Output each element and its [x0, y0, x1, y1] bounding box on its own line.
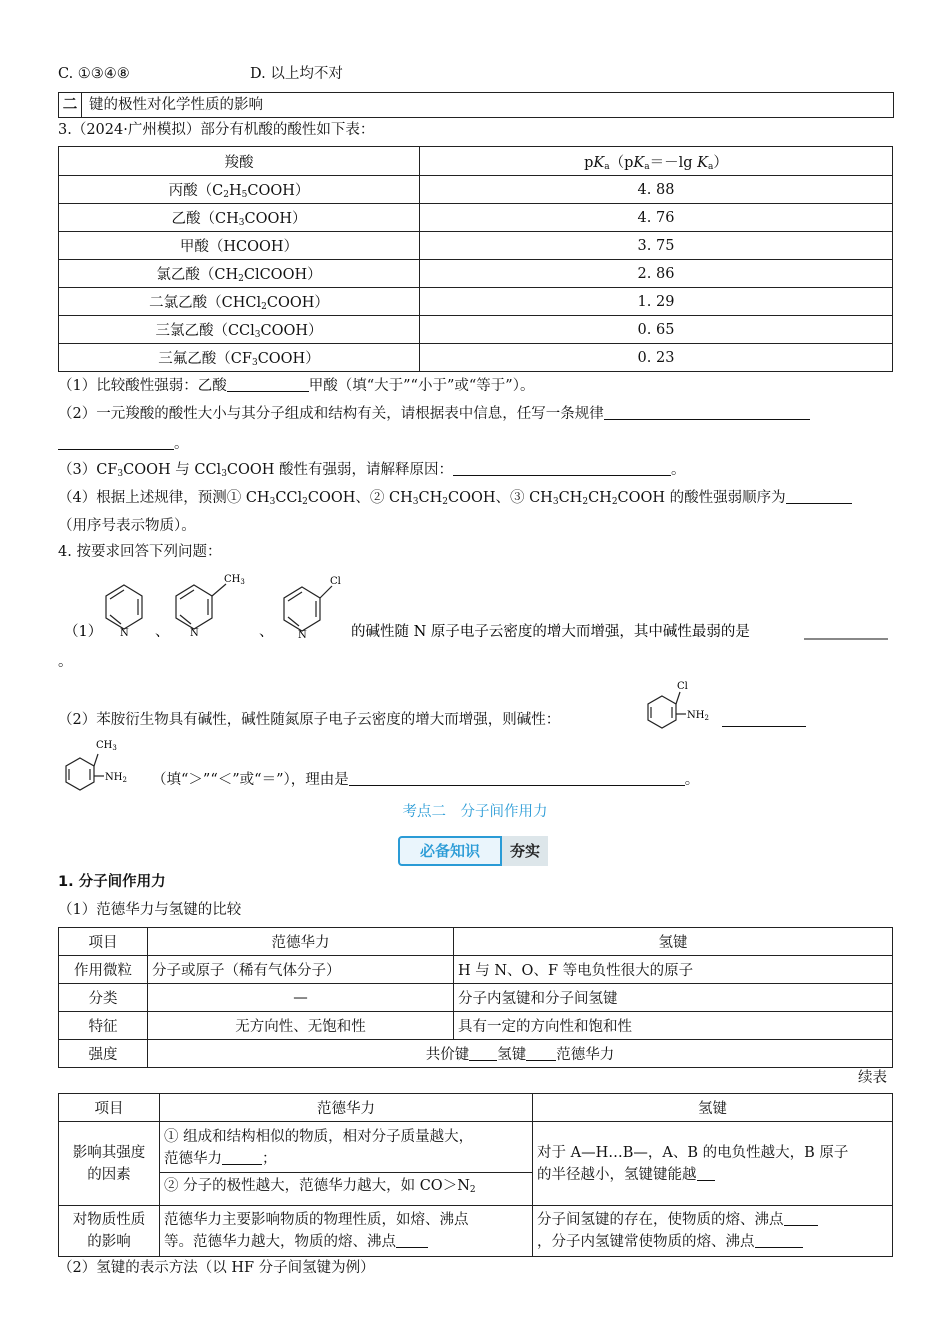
- q3-part2-cont: 。: [58, 434, 189, 454]
- cell: 对于 A—H…B—，A、B 的电负性越大，B 原子 的半径越小，氢键键能越: [533, 1122, 893, 1206]
- q3-part4-cont: （用序号表示物质）。: [58, 518, 196, 534]
- option-d: D. 以上均不对: [250, 66, 343, 82]
- cell: 具有一定的方向性和饱和性: [454, 1012, 893, 1040]
- pka-value: 2. 86: [420, 260, 893, 288]
- option-c: C. ①③④⑧: [58, 66, 130, 82]
- pka-value: 0. 65: [420, 316, 893, 344]
- methylaniline-structure: [58, 734, 148, 792]
- q3-part2: （2）一元羧酸的酸性大小与其分子组成和结构有关，请根据表中信息，任写一条规律: [58, 404, 810, 424]
- nh2-label: $NH_2$: [105, 772, 127, 784]
- acid-name: 氯乙酸$(CH_2ClCOOH)$: [59, 260, 420, 288]
- cell: —: [148, 984, 454, 1012]
- answer-blank[interactable]: [453, 461, 671, 476]
- cell: 分子内氢键和分子间氢键: [454, 984, 893, 1012]
- chloroaniline-structure: [640, 674, 730, 730]
- col-header: 项目: [59, 1094, 160, 1122]
- q3-stem: 3.（2024·广州模拟）部分有机酸的酸性如下表：: [58, 122, 375, 138]
- row-label: 影响其强度的因素: [59, 1122, 160, 1206]
- answer-blank[interactable]: [722, 712, 806, 727]
- section-header: [58, 92, 894, 118]
- separator: 、: [155, 624, 170, 640]
- cell: ① 组成和结构相似的物质，相对分子质量越大， 范德华力 ； ② 分子的极性越大，范德华力越大，如 $CO>N_2$: [160, 1122, 533, 1206]
- separator: 、: [259, 624, 274, 640]
- answer-blank[interactable]: [469, 1046, 497, 1061]
- n-atom-label: N: [298, 630, 307, 641]
- badge-left: 必备知识: [398, 836, 502, 866]
- acid-name: 三氯乙酸（CCl$_3$COOH）: [59, 316, 420, 344]
- q4-p1-end: 。: [58, 654, 73, 670]
- acid-name: 三氟乙酸$(CF_3COOH)$: [59, 344, 420, 372]
- acid-name: 丙酸$(C_2H_5COOH)$: [59, 176, 420, 204]
- cell: 无方向性、无饱和性: [148, 1012, 454, 1040]
- cell: H 与 N、O、F 等电负性很大的原子: [454, 956, 893, 984]
- nh2-label: $NH_2$: [687, 710, 709, 722]
- q4-stem: 4. 按要求回答下列问题：: [58, 544, 222, 560]
- acid-table: [58, 146, 893, 372]
- answer-blank[interactable]: [604, 405, 810, 420]
- section-number: 二: [59, 93, 82, 117]
- knowledge-badge: [398, 836, 550, 864]
- answer-blank[interactable]: [396, 1233, 428, 1248]
- vdw-hbond-table-cont: [58, 1093, 893, 1257]
- answer-blank[interactable]: [526, 1046, 556, 1061]
- section-kaodian: 考点二 分子间作用力: [402, 804, 548, 820]
- acid-name: 甲酸（HCOOH）: [59, 232, 420, 260]
- q4-part2-fill: （填“＞”“＜”或“＝”），理由是 。: [152, 772, 700, 788]
- vdw-hbond-table: [58, 927, 893, 1068]
- acid-name: 乙酸$(CH_3COOH)$: [59, 204, 420, 232]
- answer-blank[interactable]: [227, 377, 309, 392]
- cl-label: Cl: [677, 681, 688, 692]
- pyridine-structure: [106, 585, 142, 629]
- answer-blank[interactable]: [697, 1166, 715, 1181]
- methylpyridine-structure: [176, 584, 226, 629]
- pka-col-header: $pK_a(pK_a=-\lg$ $K_a$）: [420, 147, 893, 176]
- cell: 分子或原子（稀有气体分子）: [148, 956, 454, 984]
- pyridine-structures: [58, 566, 898, 676]
- q3-part1: （1）比较酸性强弱：乙酸 甲酸（填“大于”“小于”或“等于”）。: [58, 378, 535, 394]
- ch3-label: $CH_3$: [224, 574, 245, 586]
- q3-part4: （4）根据上述规律，预测① $CH_3CCl_2COOH$、② $CH_3CH_2COOH$、③ $CH_3CH_2CH_2COOH$ 的酸性强弱顺序为: [58, 488, 852, 512]
- row-label: 强度: [59, 1040, 148, 1068]
- answer-blank[interactable]: [786, 489, 852, 504]
- pka-value: 3. 75: [420, 232, 893, 260]
- row-label: 作用微粒: [59, 956, 148, 984]
- row-label: 分类: [59, 984, 148, 1012]
- acid-col-header: 羧酸: [59, 147, 420, 176]
- row-label: 特征: [59, 1012, 148, 1040]
- q4-p1-label: （1）: [64, 624, 103, 640]
- col-header: 范德华力: [148, 928, 454, 956]
- k1-title: 1. 分子间作用力: [58, 874, 166, 890]
- ch3-label: $CH_3$: [96, 740, 117, 752]
- answer-blank[interactable]: [755, 1233, 803, 1248]
- col-header: 项目: [59, 928, 148, 956]
- cell: 范德华力主要影响物质的物理性质，如熔、沸点 等。范德华力越大，物质的熔、沸点: [160, 1206, 533, 1257]
- badge-right: 夯实: [502, 836, 548, 866]
- col-header: 范德华力: [160, 1094, 533, 1122]
- chloropyridine-structure: [284, 586, 332, 631]
- pka-value: 4. 88: [420, 176, 893, 204]
- q4-p1-text: 的碱性随 N 原子电子云密度的增大而增强，其中碱性最弱的是: [351, 624, 750, 640]
- answer-blank[interactable]: [222, 1150, 262, 1165]
- section-title: 键的极性对化学性质的影响: [89, 97, 263, 113]
- pka-value: 4. 76: [420, 204, 893, 232]
- col-header: 氢键: [533, 1094, 893, 1122]
- k1-sub1: （1）范德华力与氢键的比较: [58, 902, 242, 918]
- pka-value: 0. 23: [420, 344, 893, 372]
- n-atom-label: N: [190, 628, 199, 639]
- k1-sub2: （2）氢键的表示方法（以 HF 分子间氢键为例）: [58, 1260, 375, 1276]
- pka-value: 1. 29: [420, 288, 893, 316]
- col-header: 氢键: [454, 928, 893, 956]
- q3-part3: $(3)CF_3COOH$ 与 CCl$_3$COOH 酸性有强弱，请解释原因： 。: [58, 462, 686, 479]
- row-label: 对物质性质的影响: [59, 1206, 160, 1257]
- answer-blank[interactable]: [784, 1211, 818, 1226]
- acid-name: 二氯乙酸（CHCl$_2$COOH）: [59, 288, 420, 316]
- q4-part2: （2）苯胺衍生物具有碱性，碱性随氮原子电子云密度的增大而增强，则碱性：: [58, 712, 561, 728]
- cell: 分子间氢键的存在，使物质的熔、沸点 ，分子内氢键常使物质的熔、沸点: [533, 1206, 893, 1257]
- continued-label: 续表: [858, 1070, 887, 1086]
- n-atom-label: N: [120, 628, 129, 639]
- strength-cell: 共价键 氢键 范德华力: [148, 1040, 893, 1068]
- answer-blank[interactable]: [58, 435, 174, 450]
- cl-label: Cl: [330, 576, 341, 587]
- answer-blank[interactable]: [349, 771, 685, 786]
